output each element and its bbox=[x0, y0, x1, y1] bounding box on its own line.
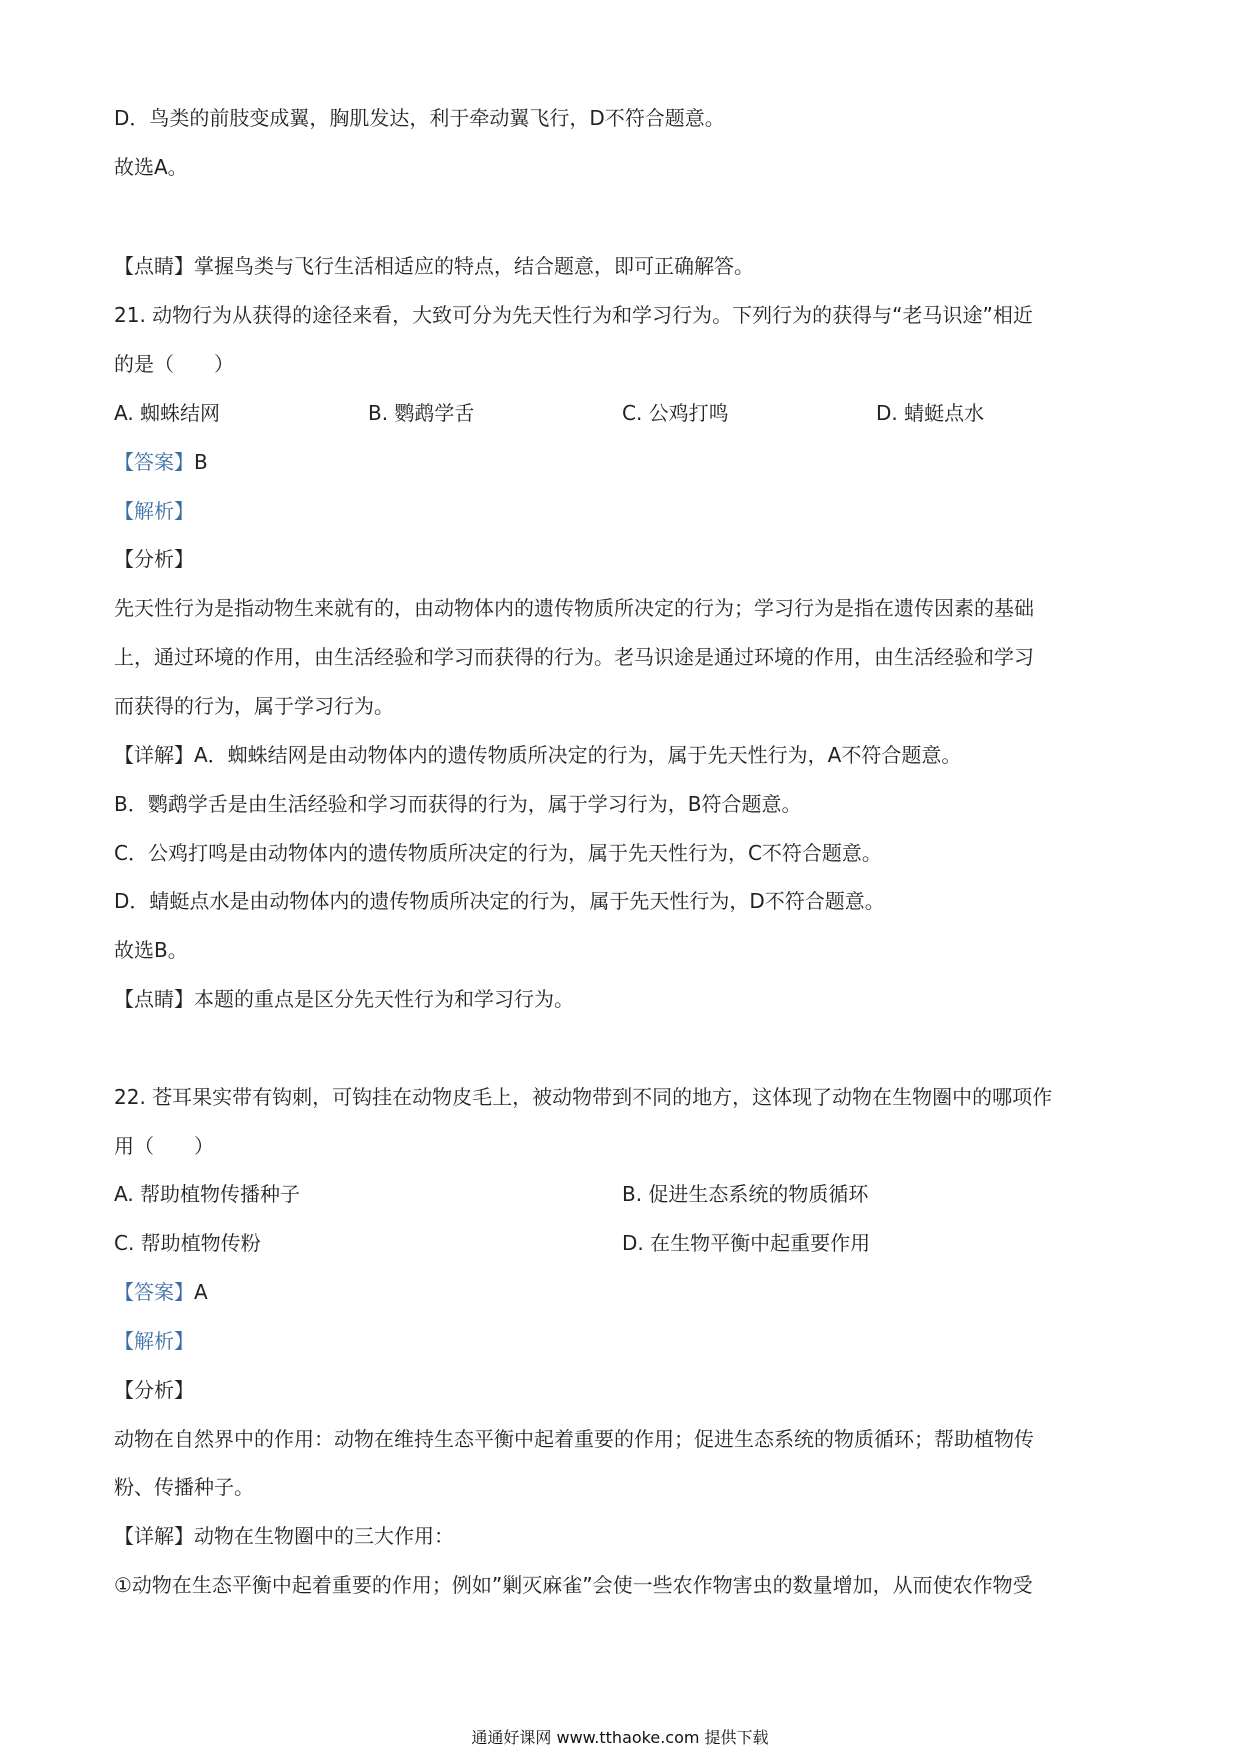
q21-option-b: B. 鹦鹉学舌 bbox=[368, 401, 475, 425]
q22-option-d: D. 在生物平衡中起重要作用 bbox=[622, 1231, 871, 1255]
q21-detail-c: C．公鸡打鸣是由动物体内的遗传物质所决定的行为，属于先天性行为，C不符合题意。 bbox=[114, 841, 882, 865]
q22-detail-item-1: ①动物在生态平衡中起着重要的作用；例如”剿灭麻雀”会使一些农作物害虫的数量增加，从而使农作物受 bbox=[114, 1573, 1033, 1597]
q22-stem-line-1: 22. 苍耳果实带有钩刺，可钩挂在动物皮毛上，被动物带到不同的地方，这体现了动物在生物圈中的哪项作 bbox=[114, 1085, 1053, 1109]
q21-detail-b: B．鹦鹉学舌是由生活经验和学习而获得的行为，属于学习行为，B符合题意。 bbox=[114, 792, 802, 816]
answer-tag: 【答案】 bbox=[114, 1280, 194, 1304]
q22-option-a: A. 帮助植物传播种子 bbox=[114, 1182, 301, 1206]
q22-fenxi-line-2: 粉、传播种子。 bbox=[114, 1475, 254, 1499]
q21-stem-line-1: 21. 动物行为从获得的途径来看，大致可分为先天性行为和学习行为。下列行为的获得与“老马识途”相近 bbox=[114, 303, 1033, 327]
q21-analysis-tag: 【解析】 bbox=[114, 499, 194, 523]
q21-option-c: C. 公鸡打鸣 bbox=[622, 401, 729, 425]
q22-stem-line-2: 用（ ） bbox=[114, 1134, 214, 1158]
q21-detail-d: D．蜻蜓点水是由动物体内的遗传物质所决定的行为，属于先天性行为，D不符合题意。 bbox=[114, 889, 885, 913]
q21-fenxi-line-2: 上，通过环境的作用，由生活经验和学习而获得的行为。老马识途是通过环境的作用，由生活经验和学习 bbox=[114, 645, 1034, 669]
q21-option-a: A. 蜘蛛结网 bbox=[114, 401, 221, 425]
page-footer: 通通好课网 www.tthaoke.com 提供下载 bbox=[471, 1728, 769, 1747]
prev-answer-d: D．鸟类的前肢变成翼，胸肌发达，利于牵动翼飞行，D不符合题意。 bbox=[114, 106, 725, 130]
q21-key-point: 【点睛】本题的重点是区分先天性行为和学习行为。 bbox=[114, 987, 574, 1011]
q21-answer bbox=[114, 448, 208, 476]
answer-tag: 【答案】 bbox=[114, 450, 194, 474]
q22-fenxi-tag: 【分析】 bbox=[114, 1378, 194, 1402]
q21-option-d: D. 蜻蜓点水 bbox=[876, 401, 985, 425]
q22-detail-heading: 【详解】动物在生物圈中的三大作用： bbox=[114, 1524, 454, 1548]
q21-selection: 故选B。 bbox=[114, 938, 188, 962]
q22-option-b: B. 促进生态系统的物质循环 bbox=[622, 1182, 869, 1206]
q22-fenxi-line-1: 动物在自然界中的作用：动物在维持生态平衡中起着重要的作用；促进生态系统的物质循环；帮助植物传 bbox=[114, 1427, 1034, 1451]
prev-key-point: 【点睛】掌握鸟类与飞行生活相适应的特点，结合题意，即可正确解答。 bbox=[114, 254, 754, 278]
q22-option-c: C. 帮助植物传粉 bbox=[114, 1231, 261, 1255]
prev-selection: 故选A。 bbox=[114, 155, 188, 179]
q21-fenxi-line-1: 先天性行为是指动物生来就有的，由动物体内的遗传物质所决定的行为；学习行为是指在遗传因素的基础 bbox=[114, 596, 1034, 620]
q21-detail-a: 【详解】A．蜘蛛结网是由动物体内的遗传物质所决定的行为，属于先天性行为，A不符合题意。 bbox=[114, 743, 962, 767]
q22-answer bbox=[114, 1278, 208, 1306]
q21-fenxi-line-3: 而获得的行为，属于学习行为。 bbox=[114, 694, 394, 718]
answer-value: A bbox=[194, 1280, 208, 1304]
q22-analysis-tag: 【解析】 bbox=[114, 1329, 194, 1353]
answer-value: B bbox=[194, 450, 208, 474]
q21-fenxi-tag: 【分析】 bbox=[114, 547, 194, 571]
q21-stem-line-2: 的是（ ） bbox=[114, 352, 234, 376]
